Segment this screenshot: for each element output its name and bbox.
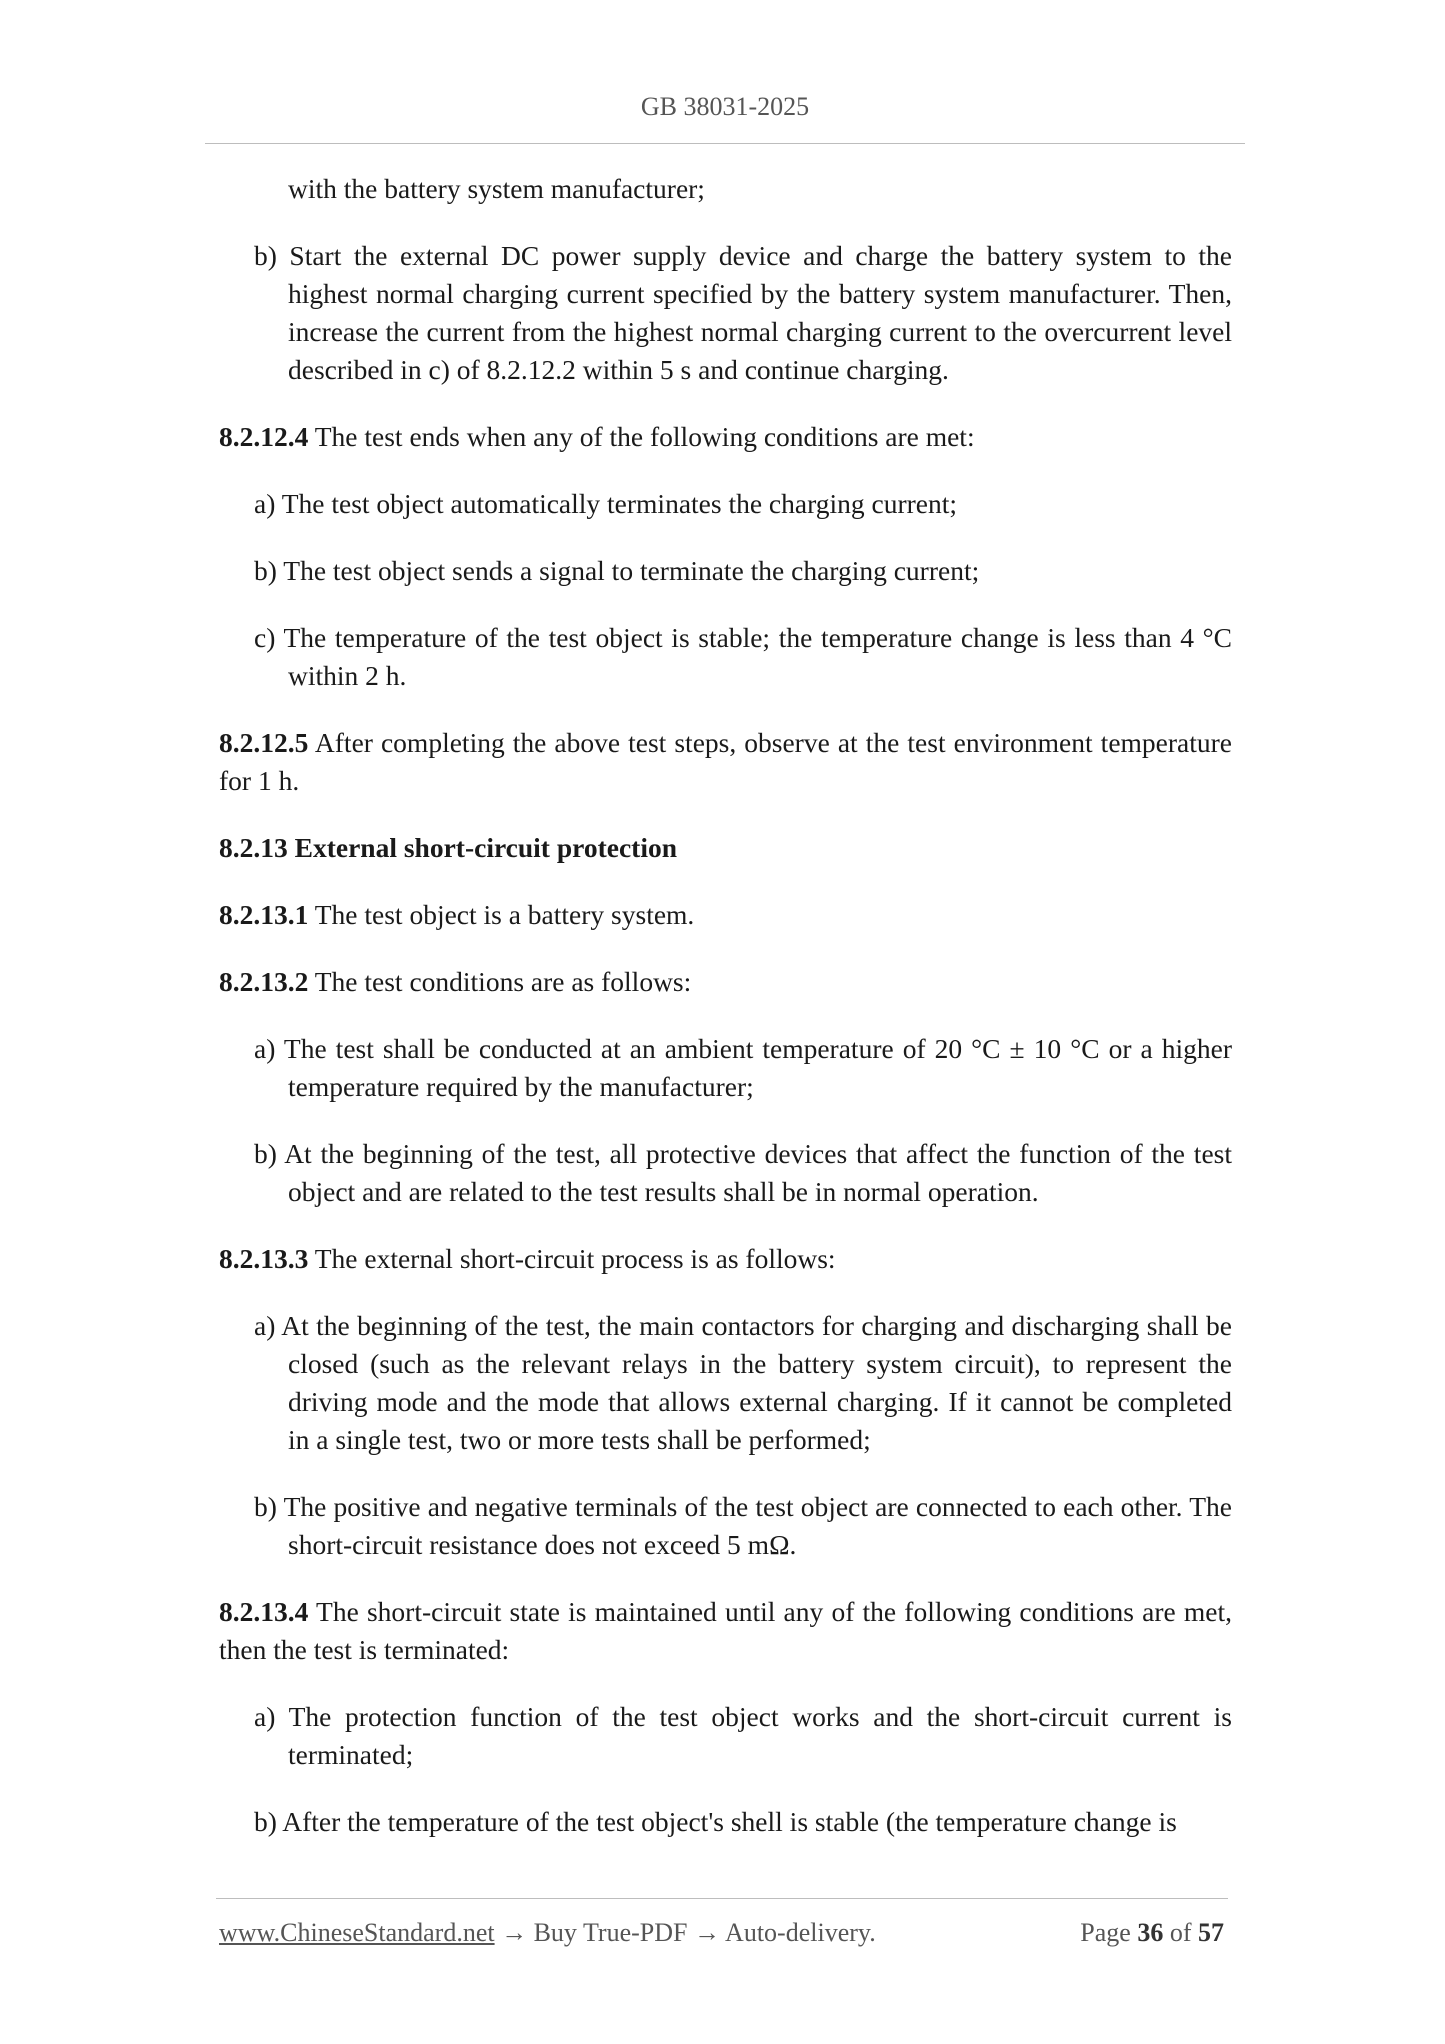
document-body: [219, 170, 1232, 1841]
clause-text: The test object is a battery system.: [308, 899, 695, 930]
clause-number: 8.2.13.2: [219, 966, 309, 997]
clause-text: After completing the above test steps, observe at the test environment temperature for 1 h.: [219, 727, 1232, 796]
clause-text: The short-circuit state is maintained until any of the following conditions are met, then the test is terminated:: [219, 1596, 1232, 1665]
website-link[interactable]: www.ChineseStandard.net: [219, 1918, 495, 1947]
page-of: of: [1169, 1918, 1192, 1947]
list-item-continuation: with the battery system manufacturer;: [288, 173, 705, 204]
list-item-a: a) The test shall be conducted at an ambient temperature of 20 °C ± 10 °C or a higher temperature required by the manufacturer;: [254, 1033, 1232, 1102]
clause-number: 8.2.12.5: [219, 727, 309, 758]
header-divider: [205, 143, 1245, 144]
clause-text: The test conditions are as follows:: [308, 966, 692, 997]
page-header: GB 38031-2025: [640, 92, 810, 121]
clause-text: The test ends when any of the following conditions are met:: [308, 421, 975, 452]
clause-number: 8.2.12.4: [219, 421, 309, 452]
clause-number: 8.2.13.3: [219, 1243, 309, 1274]
clause-8-2-13-2: [219, 963, 1232, 1001]
list-item-b: b) Start the external DC power supply device and charge the battery system to the highest normal charging current specified by the battery system manufacturer. Then, increase the current from the highest normal charging current to the overcurrent level described in c) of 8.2.12.2 within 5 s and continue charging.: [254, 240, 1232, 385]
list-item-b: b) The positive and negative terminals of the test object are connected to each other. The short-circuit resistance does not exceed 5 mΩ.: [254, 1491, 1232, 1560]
page-current: 36: [1137, 1918, 1164, 1947]
page-label: Page: [1080, 1918, 1131, 1947]
clause-number: 8.2.13.4: [219, 1596, 309, 1627]
footer-promo: [219, 1918, 876, 1948]
clause-text: The external short-circuit process is as follows:: [308, 1243, 836, 1274]
list-item-b: b) At the beginning of the test, all protective devices that affect the function of the test object and are related to the test results shall be in normal operation.: [254, 1138, 1232, 1207]
section-heading: 8.2.13 External short-circuit protection: [219, 832, 678, 863]
clause-8-2-13-3: [219, 1240, 1232, 1278]
clause-8-2-13-1: [219, 896, 1232, 934]
clause-8-2-12-5: [219, 724, 1232, 800]
list-item-a: a) The protection function of the test object works and the short-circuit current is terminated;: [254, 1701, 1232, 1770]
list-item-c: c) The temperature of the test object is stable; the temperature change is less than 4 °C within 2 h.: [254, 622, 1232, 691]
list-item-b: b) The test object sends a signal to terminate the charging current;: [254, 555, 980, 586]
clause-number: 8.2.13.1: [219, 899, 309, 930]
footer-promo-text: → Buy True-PDF → Auto-delivery.: [494, 1918, 876, 1947]
page-total: 57: [1198, 1918, 1224, 1947]
page-number: [1080, 1918, 1224, 1948]
list-item-b: b) After the temperature of the test object's shell is stable (the temperature change is: [254, 1806, 1177, 1837]
footer-divider: [216, 1898, 1228, 1899]
list-item-a: a) The test object automatically terminates the charging current;: [254, 488, 958, 519]
clause-8-2-12-4: [219, 418, 1232, 456]
list-item-a: a) At the beginning of the test, the main contactors for charging and discharging shall be closed (such as the relevant relays in the battery system circuit), to represent the driving mode and the mode that allows external charging. If it cannot be completed in a single test, two or more tests shall be performed;: [254, 1310, 1232, 1455]
clause-8-2-13-4: [219, 1593, 1232, 1669]
